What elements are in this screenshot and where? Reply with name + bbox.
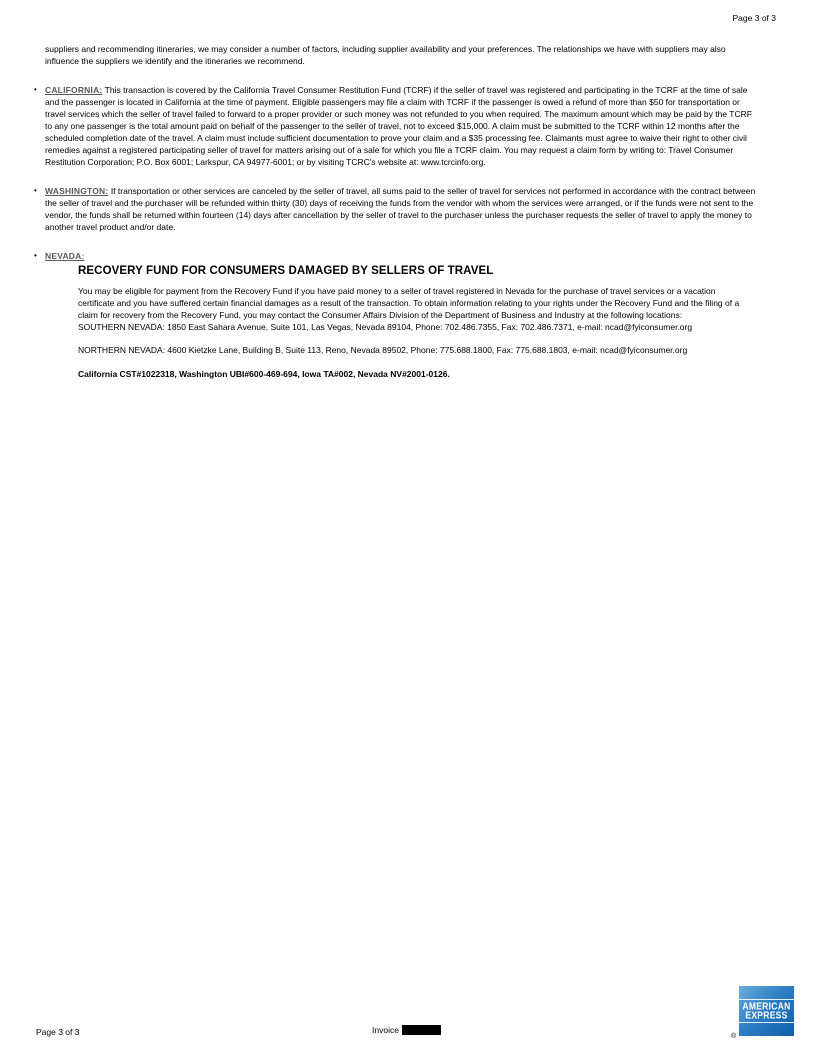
bullet-icon: • — [34, 186, 37, 195]
amex-word-express: EXPRESS — [745, 1009, 788, 1021]
american-express-logo — [739, 986, 794, 1036]
footer-invoice — [372, 1024, 441, 1036]
registered-trademark-icon: ® — [731, 1033, 737, 1040]
amex-bottom-rule — [739, 1022, 794, 1023]
bullet-item-nevada — [34, 250, 757, 380]
nevada-recovery-section — [78, 264, 757, 380]
bullet-icon: • — [34, 251, 37, 260]
washington-label: WASHINGTON: — [45, 186, 109, 196]
bullet-item-washington — [34, 185, 757, 233]
northern-nevada-contact: NORTHERN NEVADA: 4600 Kietzke Lane, Building B, Suite 113, Reno, Nevada 89502, Phone: 775.688.1800, Fax: 775.688.1803, e-mail: ncad@fyiconsumer.org — [78, 345, 688, 355]
footer-page-number: Page 3 of 3 — [36, 1027, 80, 1037]
invoice-label: Invoice — [372, 1025, 399, 1035]
document-body — [34, 43, 757, 397]
header-page-number: Page 3 of 3 — [732, 13, 776, 23]
nevada-label: NEVADA: — [45, 251, 85, 261]
bullet-icon: • — [34, 85, 37, 94]
california-label: CALIFORNIA: — [45, 85, 103, 95]
intro-paragraph: suppliers and recommending itineraries, we may consider a number of factors, including supplier availability and your preferences. The relationships we have with suppliers may also influence the suppliers we identify and the itineraries we recommend. — [45, 44, 726, 66]
washington-text: If transportation or other services are canceled by the seller of travel, all sums paid to the seller of travel for services not performed in accordance with the contract between the seller of travel and the purchaser will be refunded within thirty (30) days of receiving the funds from the vendor with whom the services were arranged, or if the funds were not sent to the vendor, the funds shall be returned within fourteen (14) days after cancellation by the seller of travel to the purchaser unless the purchaser requests the seller of travel to apply the money to another travel product and/or date. — [45, 186, 756, 232]
california-text: This transaction is covered by the California Travel Consumer Restitution Fund (TCRF) if the seller of travel was registered and participating in the TCRF at the time of sale and the passenger is located in California at the time of payment. Eligible passengers may file a claim with TCRF if the passenger is owed a refund of more than $50 for transportation or travel services which the seller of travel failed to forward to a proper provider or such money was not refunded to you when required. The maximum amount which may be paid by the TCRF to any one passenger is the total amount paid on behalf of the passenger to the seller of travel, not to exceed $15,000. A claim must be submitted to the TCRF within 12 months after the scheduled completion date of the travel. A claim must include sufficient documentation to prove your claim and a $35 processing fee. Claimants must agree to waive their right to other civil remedies against a registered participating seller of travel for matters arising out of a sale for which you file a TCRF claim. You may request a claim form by writing to: Travel Consumer Restitution Corporation; P.O. Box 6001; Larkspur, CA 94977-6001; or by visiting TCRC's website at: www.tcrcinfo.org. — [45, 85, 752, 167]
nevada-recovery-heading: RECOVERY FUND FOR CONSUMERS DAMAGED BY SELLERS OF TRAVEL — [78, 265, 494, 277]
nevada-recovery-paragraph: You may be eligible for payment from the Recovery Fund if you have paid money to a seller of travel registered in Nevada for the purchase of travel services or a vacation certificate and you have suffered certain financial damages as a result of the transaction. To obtain information relating to your rights under the Recovery Fund and the filing of a claim for recovery from the Recovery Fund, you may contact the Consumer Affairs Division of the Department of Business and Industry at the following locations: — [78, 286, 740, 320]
amex-word-american: AMERICAN — [742, 999, 791, 1012]
license-registrations: California CST#1022318, Washington UBI#600-469-694, Iowa TA#002, Nevada NV#2001-0126. — [78, 369, 450, 379]
invoice-number-redaction — [402, 1025, 441, 1035]
bullet-item-california — [34, 84, 757, 168]
southern-nevada-contact: SOUTHERN NEVADA: 1850 East Sahara Avenue, Suite 101, Las Vegas, Nevada 89104, Phone: 702.486.7355, Fax: 702.486.7371, e-mail: ncad@fyiconsumer.org — [78, 322, 693, 332]
